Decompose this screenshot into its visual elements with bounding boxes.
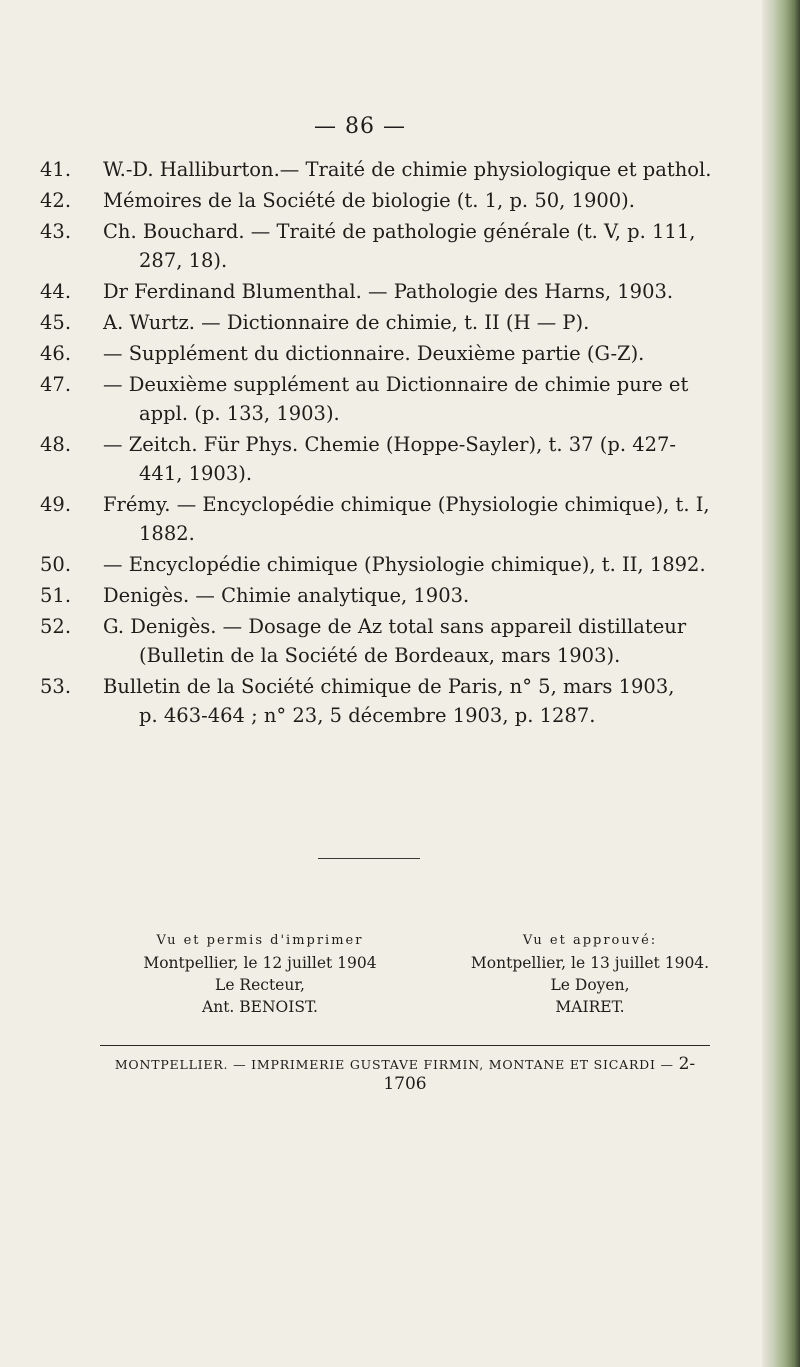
entry-text [103,308,730,337]
page-edge-shadow [762,0,800,1367]
entry-text [103,217,730,275]
bibliography-entry [40,550,730,579]
entry-line: W.-D. Halliburton.— Traité de chimie physiologique et pathol. [103,158,712,181]
entry-line: Denigès. — Chimie analytique, 1903. [103,584,470,607]
entry-text [103,370,730,428]
page-number: — 86 — [314,114,406,139]
entry-line: 441, 1903). [139,462,253,485]
approval-heading: Vu et approuvé: [522,933,658,948]
bibliography-entry [40,430,730,488]
entry-line: — Supplément du dictionnaire. Deuxième partie (G-Z). [103,342,645,365]
entry-number: 49. [40,493,72,516]
entry-text [103,490,730,548]
bibliography-entry [40,370,730,428]
bibliography-entry [40,155,730,184]
approval-title: Le Doyen, [550,976,630,994]
entry-text [103,186,730,215]
bibliography-entry [40,217,730,275]
entry-number: 45. [40,311,72,334]
entry-line: 1882. [139,522,195,545]
entry-text [103,277,730,306]
entry-number: 51. [40,584,72,607]
entry-number: 44. [40,280,72,303]
approval-place-date: Montpellier, le 13 juillet 1904. [470,954,710,972]
approval-dean [420,930,760,1018]
entry-text [103,550,730,579]
bibliography-entry [40,186,730,215]
entry-line: — Zeitch. Für Phys. Chemie (Hoppe-Sayler), t. 37 (p. 427- [103,433,677,456]
entry-number: 41. [40,158,72,181]
bibliography-entry [40,672,730,730]
entry-line: G. Denigès. — Dosage de Az total sans appareil distillateur [103,615,687,638]
entry-text [103,339,730,368]
entry-text [103,672,730,730]
bibliography-entry [40,308,730,337]
entry-line: p. 463-464 ; n° 23, 5 décembre 1903, p. 1287. [139,704,596,727]
entry-line: Dr Ferdinand Blumenthal. — Pathologie des Harns, 1903. [103,280,674,303]
bibliography-entry [40,277,730,306]
entry-line: (Bulletin de la Société de Bordeaux, mars 1903). [139,644,621,667]
entry-number: 42. [40,189,72,212]
entry-line: Ch. Bouchard. — Traité de pathologie générale (t. V, p. 111, [103,220,696,243]
approval-name: MAIRET. [555,998,625,1016]
footer-rule [100,1045,710,1046]
approval-place-date: Montpellier, le 12 juillet 1904 [143,954,377,972]
entry-number: 53. [40,675,72,698]
entry-line: — Deuxième supplément au Dictionnaire de chimie pure et [103,373,689,396]
print-code: 2-1706 [383,1054,696,1094]
entry-line: A. Wurtz. — Dictionnaire de chimie, t. II (H — P). [103,311,590,334]
section-divider [318,858,420,859]
entry-number: 46. [40,342,72,365]
bibliography-entry [40,339,730,368]
bibliography-entry [40,490,730,548]
bibliography-list [40,155,730,732]
approval-heading: Vu et permis d'imprimer [156,933,364,948]
approval-rector [100,930,420,1018]
entry-line: appl. (p. 133, 1903). [139,402,340,425]
bibliography-entry [40,581,730,610]
entry-number: 47. [40,373,72,396]
entry-line: 287, 18). [139,249,228,272]
entry-number: 48. [40,433,72,456]
entry-text [103,581,730,610]
bibliography-entry [40,612,730,670]
printer-imprint: MONTPELLIER. — IMPRIMERIE GUSTAVE FIRMIN, MONTANE ET SICARDI — [114,1057,674,1072]
entry-text [103,612,730,670]
entry-number: 50. [40,553,72,576]
entry-line: Mémoires de la Société de biologie (t. 1, p. 50, 1900). [103,189,635,212]
entry-line: Bulletin de la Société chimique de Paris, n° 5, mars 1903, [103,675,675,698]
entry-text [103,155,730,184]
entry-text [103,430,730,488]
entry-line: Frémy. — Encyclopédie chimique (Physiologie chimique), t. I, [103,493,710,516]
entry-line: — Encyclopédie chimique (Physiologie chimique), t. II, 1892. [103,553,706,576]
approval-title: Le Recteur, [215,976,305,994]
approval-name: Ant. BENOIST. [202,998,318,1016]
entry-number: 43. [40,220,72,243]
entry-number: 52. [40,615,72,638]
printer-footer [100,1054,710,1094]
